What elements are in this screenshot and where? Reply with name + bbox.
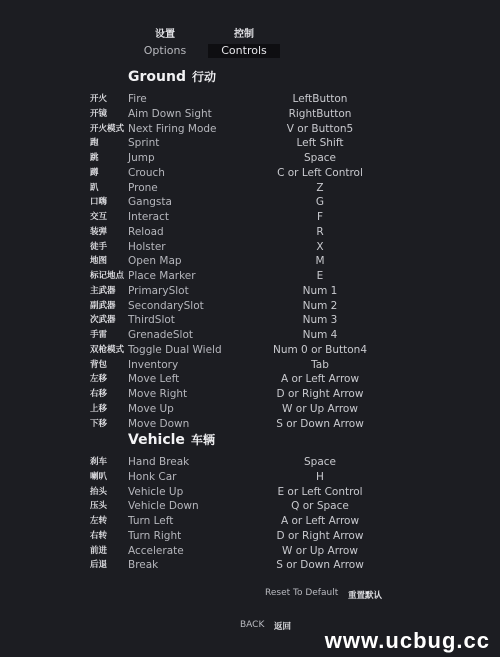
key-binding-value[interactable]: E or Left Control	[277, 485, 363, 498]
keybind-row[interactable]	[0, 92, 500, 107]
action-zh-label: 交互	[90, 212, 108, 222]
action-label: Jump	[128, 152, 155, 164]
action-zh-label: 装弹	[90, 226, 108, 237]
tab-controls[interactable]	[208, 28, 280, 58]
reset-to-default-button[interactable]: Reset To Default	[265, 588, 339, 598]
keybind-row[interactable]	[0, 151, 500, 166]
action-zh-label: 口嗨	[90, 197, 108, 208]
action-label: Open Map	[128, 255, 182, 268]
action-label: Accelerate	[128, 544, 184, 557]
key-binding-value[interactable]: F	[316, 211, 324, 223]
tab-options-zh-label: 设置	[155, 29, 175, 40]
action-zh-label: 下移	[90, 418, 108, 429]
key-binding-value[interactable]: Space	[304, 152, 336, 164]
keybind-row[interactable]	[0, 499, 500, 514]
section-title-ground	[128, 68, 216, 85]
action-label: PrimarySlot	[128, 284, 189, 297]
keybind-row[interactable]	[0, 470, 500, 485]
keybind-row[interactable]	[0, 328, 500, 343]
action-zh-label: 上移	[90, 403, 108, 414]
key-binding-value[interactable]: H	[316, 470, 324, 483]
action-label: GrenadeSlot	[128, 329, 194, 341]
key-binding-value[interactable]: RightButton	[288, 107, 352, 120]
action-zh-label: 开火模式	[90, 123, 125, 134]
key-binding-value[interactable]: E	[316, 270, 324, 282]
section-title-ground-zh: 行动	[191, 70, 216, 84]
key-binding-value[interactable]: A or Left Arrow	[280, 515, 360, 527]
key-binding-value[interactable]: Q or Space	[291, 500, 349, 513]
key-binding-value[interactable]: X	[316, 240, 324, 253]
reset-to-default-zh-label[interactable]: 重置默认	[348, 591, 383, 601]
key-binding-value[interactable]: W or Up Arrow	[282, 544, 358, 557]
action-label: Aim Down Sight	[128, 107, 212, 120]
action-zh-label: 右转	[90, 530, 108, 541]
section-title-vehicle-en: Vehicle	[128, 432, 185, 448]
action-zh-label: 压头	[90, 501, 108, 512]
action-label: Inventory	[128, 358, 179, 371]
key-binding-value[interactable]: LeftButton	[292, 93, 348, 105]
keybind-row[interactable]	[0, 122, 500, 137]
action-label: Honk Car	[128, 470, 177, 483]
keybind-row[interactable]	[0, 544, 500, 559]
tab-controls-label: Controls	[208, 44, 280, 58]
watermark-text: www.ucbug.cc	[324, 628, 490, 653]
keybind-row[interactable]	[0, 254, 500, 269]
action-zh-label: 趴	[90, 182, 99, 193]
action-label: Crouch	[128, 166, 165, 179]
action-zh-label: 徒手	[90, 241, 108, 252]
keybind-row[interactable]	[0, 358, 500, 373]
vehicle-bindings-list	[0, 455, 500, 573]
action-label: Reload	[128, 225, 164, 238]
ground-bindings-list	[0, 92, 500, 431]
tab-options-label: Options	[143, 44, 187, 57]
key-binding-value[interactable]: W or Up Arrow	[282, 402, 358, 415]
keybind-row[interactable]	[0, 269, 500, 284]
key-binding-value[interactable]: Num 0 or Button4	[272, 343, 368, 356]
action-label: Place Marker	[128, 270, 196, 282]
keybind-row[interactable]	[0, 372, 500, 387]
tab-controls-zh-label: 控制	[234, 29, 254, 40]
tab-bar	[0, 28, 500, 60]
action-zh-label: 喇叭	[90, 471, 108, 482]
keybind-row[interactable]	[0, 514, 500, 529]
action-zh-label: 手雷	[90, 330, 108, 340]
action-zh-label: 左移	[90, 374, 108, 385]
key-binding-value[interactable]: D or Right Arrow	[276, 388, 364, 400]
action-zh-label: 主武器	[90, 285, 116, 296]
key-binding-value[interactable]: M	[315, 255, 325, 268]
key-binding-value[interactable]: S or Down Arrow	[276, 417, 364, 430]
keybind-row[interactable]	[0, 455, 500, 470]
key-binding-value[interactable]: Z	[316, 181, 324, 194]
action-zh-label: 标记地点	[90, 271, 125, 281]
keybind-row[interactable]	[0, 299, 500, 314]
key-binding-value[interactable]: R	[316, 225, 324, 238]
key-binding-value[interactable]: G	[315, 196, 325, 209]
keybind-row[interactable]	[0, 402, 500, 417]
action-label: Turn Left	[128, 515, 174, 527]
action-label: Hand Break	[128, 456, 190, 468]
keybind-row[interactable]	[0, 107, 500, 122]
action-label: Break	[128, 559, 159, 572]
action-label: Holster	[128, 240, 166, 253]
action-label: Vehicle Up	[128, 485, 184, 498]
action-zh-label: 右移	[90, 389, 108, 399]
action-zh-label: 后退	[90, 560, 108, 571]
action-zh-label: 双枪模式	[90, 344, 125, 355]
key-binding-value[interactable]: A or Left Arrow	[280, 373, 360, 386]
action-label: SecondarySlot	[128, 299, 204, 312]
keybind-row[interactable]	[0, 529, 500, 544]
action-zh-label: 地图	[90, 256, 108, 267]
key-binding-value[interactable]: Space	[304, 456, 336, 468]
keybind-row[interactable]	[0, 166, 500, 181]
action-label: Move Right	[128, 388, 188, 400]
keybind-row[interactable]	[0, 240, 500, 255]
section-title-vehicle	[128, 431, 215, 448]
back-zh-label[interactable]: 返回	[274, 622, 292, 632]
action-zh-label: 副武器	[90, 300, 116, 311]
key-binding-value[interactable]: Tab	[311, 358, 329, 371]
action-zh-label: 开火	[90, 94, 108, 104]
action-zh-label: 次武器	[90, 315, 116, 326]
back-button[interactable]: BACK	[240, 620, 265, 630]
action-label: Fire	[128, 93, 147, 105]
section-title-vehicle-zh: 车辆	[190, 433, 215, 447]
key-binding-value[interactable]: S or Down Arrow	[276, 559, 364, 572]
action-label: Interact	[128, 211, 169, 223]
keybind-row[interactable]	[0, 485, 500, 500]
action-zh-label: 开镜	[90, 108, 108, 119]
action-zh-label: 左转	[90, 516, 108, 526]
keybind-row[interactable]	[0, 313, 500, 328]
key-binding-value[interactable]: Num 3	[302, 314, 338, 327]
action-label: Gangsta	[128, 196, 172, 209]
keybind-row[interactable]	[0, 387, 500, 402]
tab-options[interactable]	[129, 28, 201, 58]
keybind-row[interactable]	[0, 343, 500, 358]
action-zh-label: 抬头	[90, 486, 108, 497]
key-binding-value[interactable]: V or Button5	[286, 122, 354, 135]
action-zh-label: 背包	[90, 359, 108, 370]
keybind-row[interactable]	[0, 136, 500, 151]
key-binding-value[interactable]: Num 2	[302, 299, 338, 312]
action-label: Move Down	[128, 417, 190, 430]
action-label: Move Up	[128, 402, 174, 415]
action-zh-label: 跑	[90, 138, 99, 149]
action-zh-label: 跳	[90, 153, 99, 163]
key-binding-value[interactable]: D or Right Arrow	[276, 529, 364, 542]
action-label: Prone	[128, 181, 158, 194]
keybind-row[interactable]	[0, 225, 500, 240]
key-binding-value[interactable]: Num 1	[302, 284, 338, 297]
action-label: Vehicle Down	[128, 500, 199, 513]
section-title-ground-en: Ground	[128, 69, 186, 85]
action-zh-label: 刹车	[90, 457, 108, 467]
action-label: Move Left	[128, 373, 180, 386]
action-label: Next Firing Mode	[128, 122, 217, 135]
key-binding-value[interactable]: Num 4	[302, 329, 338, 341]
action-label: Sprint	[128, 137, 160, 150]
action-label: ThirdSlot	[128, 314, 175, 327]
keybind-row[interactable]	[0, 195, 500, 210]
keybind-row[interactable]	[0, 181, 500, 196]
keybind-row[interactable]	[0, 417, 500, 432]
action-zh-label: 蹲	[90, 167, 99, 178]
keybind-row[interactable]	[0, 558, 500, 573]
key-binding-value[interactable]: Left Shift	[296, 137, 344, 150]
action-zh-label: 前进	[90, 545, 108, 556]
keybind-row[interactable]	[0, 210, 500, 225]
action-label: Toggle Dual Wield	[128, 343, 222, 356]
key-binding-value[interactable]: C or Left Control	[277, 166, 363, 179]
action-label: Turn Right	[128, 529, 182, 542]
keybind-row[interactable]	[0, 284, 500, 299]
